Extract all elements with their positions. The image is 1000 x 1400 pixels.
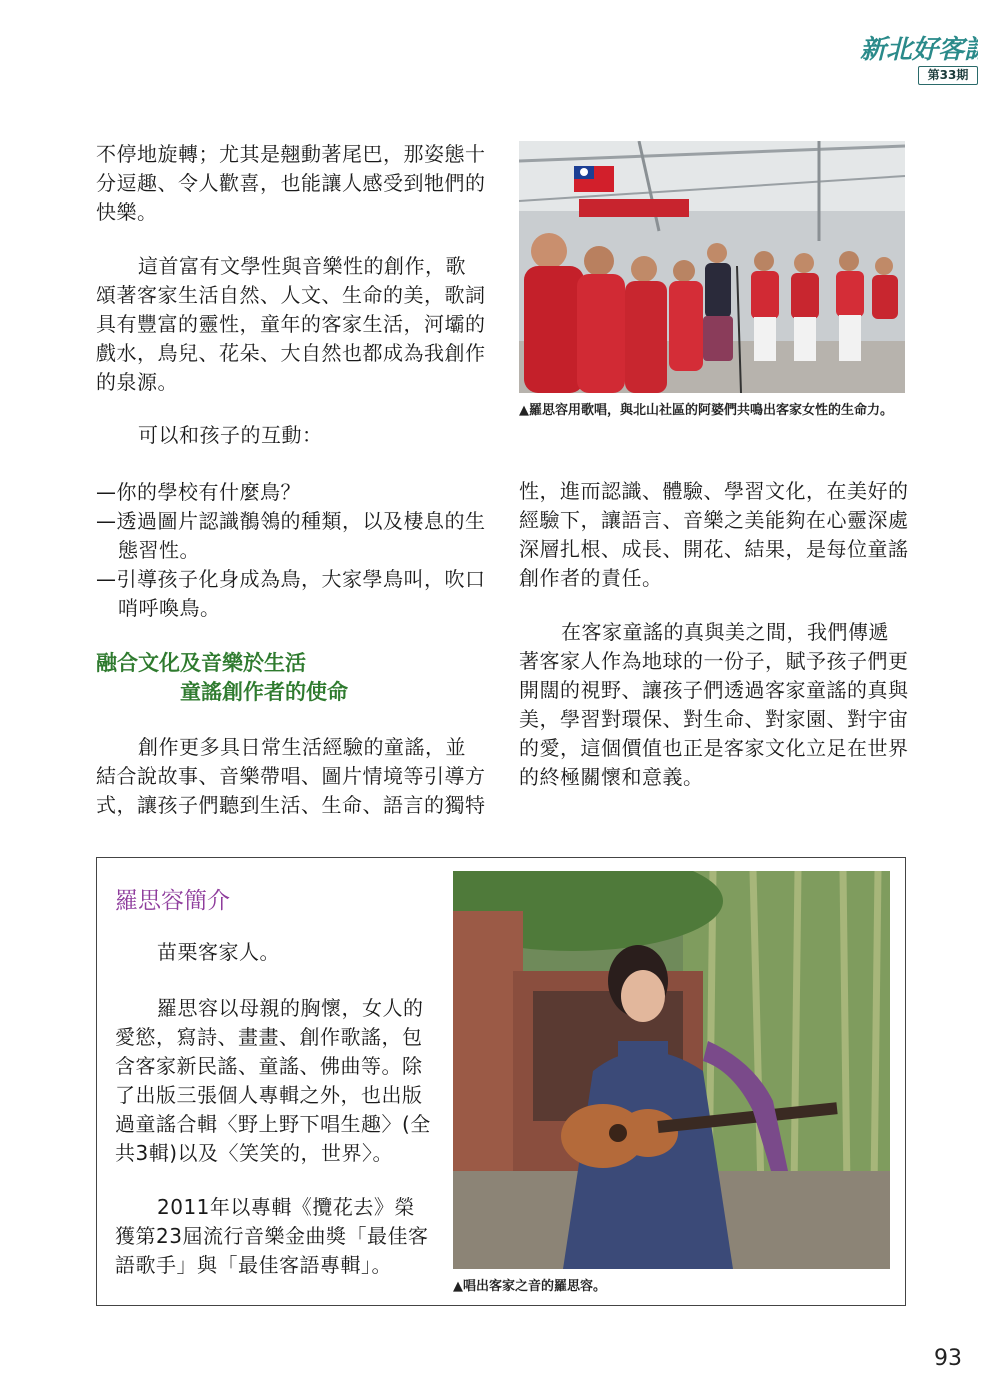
singer-photo	[453, 871, 890, 1269]
bio-title: 羅思容簡介	[115, 888, 230, 914]
left-para-4: 創作更多具日常生活經驗的童謠，並結合說故事、音樂帶唱、圖片情境等引導方式，讓孩子們聽到生活、生命、語言的獨特	[96, 735, 486, 817]
bio-box	[96, 857, 906, 1306]
right-para-1: 性，進而認識、體驗、學習文化，在美好的經驗下，讓語言、音樂之美能夠在心靈深處深層扎根、成長、開花、結果，是每位童謠創作者的責任。	[519, 479, 909, 590]
issue-badge: 第33期	[918, 66, 978, 85]
bio-para-1: 苗栗客家人。	[157, 940, 280, 964]
choir-photo-caption: ▲羅思容用歌唱，與北山社區的阿婆們共鳴出客家女性的生命力。	[519, 403, 893, 418]
section-heading-line-1: 融合文化及音樂於生活	[96, 650, 306, 675]
bio-para-2: 羅思容以母親的胸懷，女人的愛慾，寫詩、畫畫、創作歌謠，包含客家新民謠、童謠、佛曲等。除了出版三張個人專輯之外，也出版過童謠合輯〈野上野下唱生趣〉(全共3輯)以及〈笑笑的，世界〉。	[115, 996, 431, 1165]
list-item: —透過圖片認識鶺鴒的種類，以及棲息的生態習性。	[96, 509, 486, 562]
section-heading-line-2: 童謠創作者的使命	[180, 679, 348, 704]
page-number: 93	[934, 1346, 962, 1371]
interaction-list	[96, 478, 488, 623]
list-item: —引導孩子化身成為鳥，大家學鳥叫，吹口哨呼喚鳥。	[96, 567, 486, 620]
logo-text: 新北好客誌	[860, 35, 978, 65]
left-para-1: 不停地旋轉；尤其是翹動著尾巴，那姿態十分逗趣、令人歡喜，也能讓人感受到牠們的快樂。	[96, 142, 486, 224]
left-para-3: 可以和孩子的互動：	[138, 423, 323, 447]
singer-photo-caption: ▲唱出客家之音的羅思容。	[453, 1279, 606, 1294]
choir-photo	[519, 141, 905, 393]
right-para-2: 在客家童謠的真與美之間，我們傳遞著客家人作為地球的一份子，賦予孩子們更開闊的視野、讓孩子們透過客家童謠的真與美，學習對環保、對生命、對家園、對宇宙的愛，這個價值也正是客家文化立足在世界的終極關懷和意義。	[519, 620, 909, 789]
list-item: —你的學校有什麼鳥？	[96, 480, 301, 504]
logo-graphic	[858, 28, 978, 68]
left-para-2: 這首富有文學性與音樂性的創作，歌頌著客家生活自然、人文、生命的美，歌詞具有豐富的靈性，童年的客家生活，河壩的戲水，鳥兒、花朵、大自然也都成為我創作的泉源。	[96, 254, 486, 394]
bio-para-3: 2011年以專輯《攬花去》榮獲第23屆流行音樂金曲獎「最佳客語歌手」與「最佳客語專輯」。	[115, 1195, 429, 1277]
